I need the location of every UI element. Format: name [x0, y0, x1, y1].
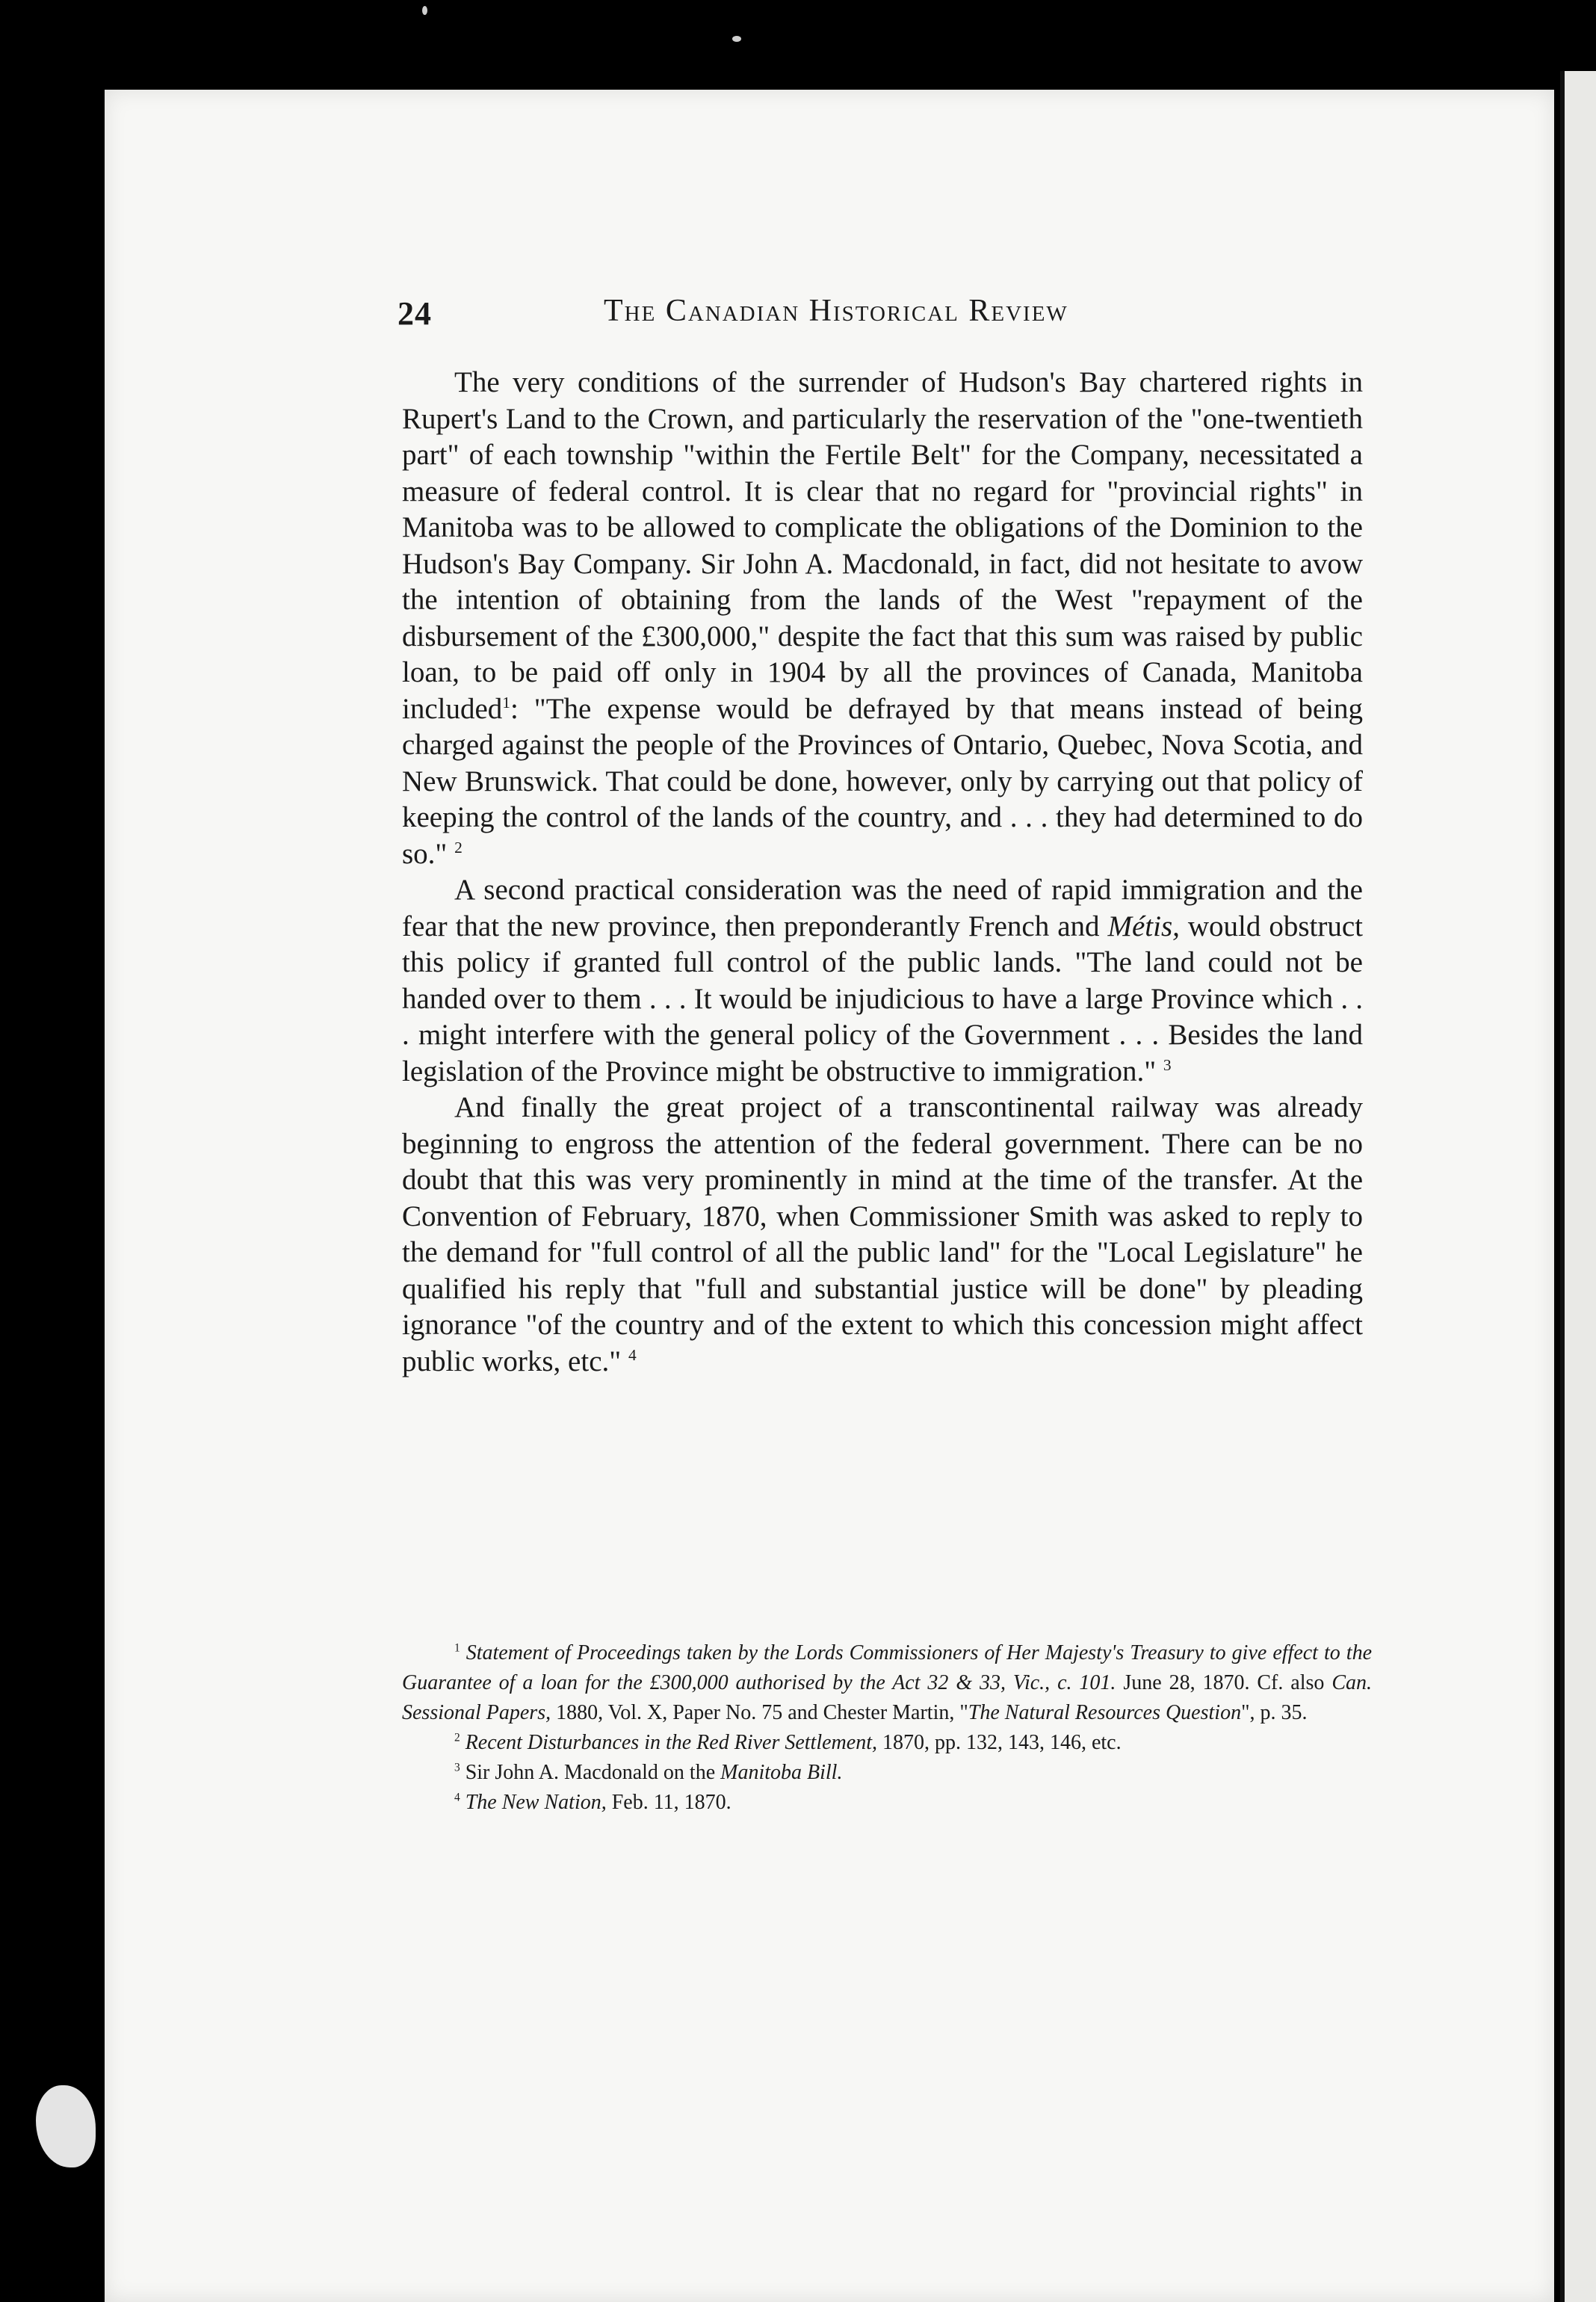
text-run: A second practical consideration was the need of rapid immigration and the fear that the new province, then preponderantly French and: [402, 874, 1363, 942]
footnote-marker: 1: [502, 693, 511, 712]
paragraph: [402, 1090, 1363, 1380]
footnote-marker: 3: [454, 1761, 460, 1774]
footnote-marker: 4: [628, 1345, 637, 1364]
italic-text: Manitoba Bill.: [720, 1761, 843, 1784]
text-run: 1870, pp. 132, 143, 146, etc.: [876, 1731, 1122, 1754]
footnote: [402, 1788, 1372, 1818]
text-run: ", p. 35.: [1241, 1701, 1308, 1724]
italic-text: Métis,: [1107, 910, 1180, 942]
text-run: : "The expense would be defrayed by that means instead of being charged against the people of the Provinces of Ontario, Quebec, Nova Scotia, and New Brunswick. That could be done, however, only by carrying out that policy of keeping the control of the lands of the country, and . . . they had determined to do so.": [402, 692, 1363, 870]
footnote-marker: 3: [1163, 1055, 1172, 1074]
footnote: [402, 1728, 1372, 1758]
footnote-marker: 2: [454, 838, 463, 857]
adjacent-page-edge: [1560, 71, 1596, 2302]
text-run: June 28, 1870. Cf. also: [1116, 1671, 1332, 1694]
text-run: [460, 1641, 466, 1664]
paragraph: [402, 872, 1363, 1090]
text-run: The very conditions of the surrender of Hudson's Bay chartered rights in Rupert's Land to the Crown, and particularly the reservation of the "one-twentieth part" of each township "within the Fertile Belt" for the Company, necessitated a measure of federal control. It is clear that no regard for "provincial rights" in Manitoba was to be allowed to complicate the obligations of the Dominion to the Hudson's Bay Company. Sir John A. Macdonald, in fact, did not hesitate to avow the intention of obtaining from the lands of the West "repayment of the disbursement of the £300,000," despite the fact that this sum was raised by public loan, to be paid off only in 1904 by all the provinces of Canada, Manitoba included: [402, 366, 1363, 725]
text-run: would obstruct this policy if granted full control of the public lands. "The land could not be handed over to them . . . It would be injudicious to have a large Province which . . . might interfere with the general policy of the Government . . . Besides the land legislation of the Province might be obstructive to immigration.": [402, 910, 1364, 1087]
italic-text: The Natural Resources Question: [968, 1701, 1242, 1724]
footnote: [402, 1638, 1372, 1728]
paragraph: [402, 365, 1363, 872]
text-run: Sir John A. Macdonald on the: [460, 1761, 721, 1784]
footnote-marker: 2: [454, 1731, 460, 1744]
italic-text: Can. Sessional Papers,: [402, 1671, 1372, 1724]
footnote: [402, 1758, 1372, 1788]
text-run: And finally the great project of a transcontinental railway was already beginning to engross the attention of the federal government. There can be no doubt that this was very prominently in mind at the time of the transfer. At the Convention of February, 1870, when Commissioner Smith was asked to reply to the demand for "full control of all the public land" for the "Local Legislature" he qualified his reply that "full and substantial justice will be done" by pleading ignorance "of the country and of the extent to which this concession might affect public works, etc.": [402, 1091, 1363, 1377]
text-run: [460, 1791, 466, 1814]
italic-text: Statement of Proceedings taken by the Lords Commissioners of Her Majesty's Treasury to give effect to the Guarantee of a loan for the £300,000 authorised by the Act 32 & 33, Vic., c. 101.: [402, 1641, 1373, 1694]
body-text: [402, 365, 1363, 1380]
text-run: [460, 1731, 466, 1754]
italic-text: Recent Disturbances in the Red River Settlement,: [465, 1731, 877, 1754]
page-number: 24: [398, 295, 432, 332]
page-header: [398, 293, 1369, 338]
footnote-marker: 4: [454, 1791, 460, 1804]
footnote-marker: 1: [454, 1641, 460, 1655]
text-run: Feb. 11, 1870.: [606, 1791, 732, 1814]
scan-speck: [732, 36, 741, 42]
italic-text: The New Nation,: [465, 1791, 607, 1814]
running-title: The Canadian Historical Review: [604, 294, 1068, 328]
text-run: 1880, Vol. X, Paper No. 75 and Chester Martin, ": [551, 1701, 968, 1724]
scan-speck: [422, 6, 427, 15]
footnotes: [402, 1638, 1372, 1818]
scan-blemish: [36, 2085, 96, 2167]
